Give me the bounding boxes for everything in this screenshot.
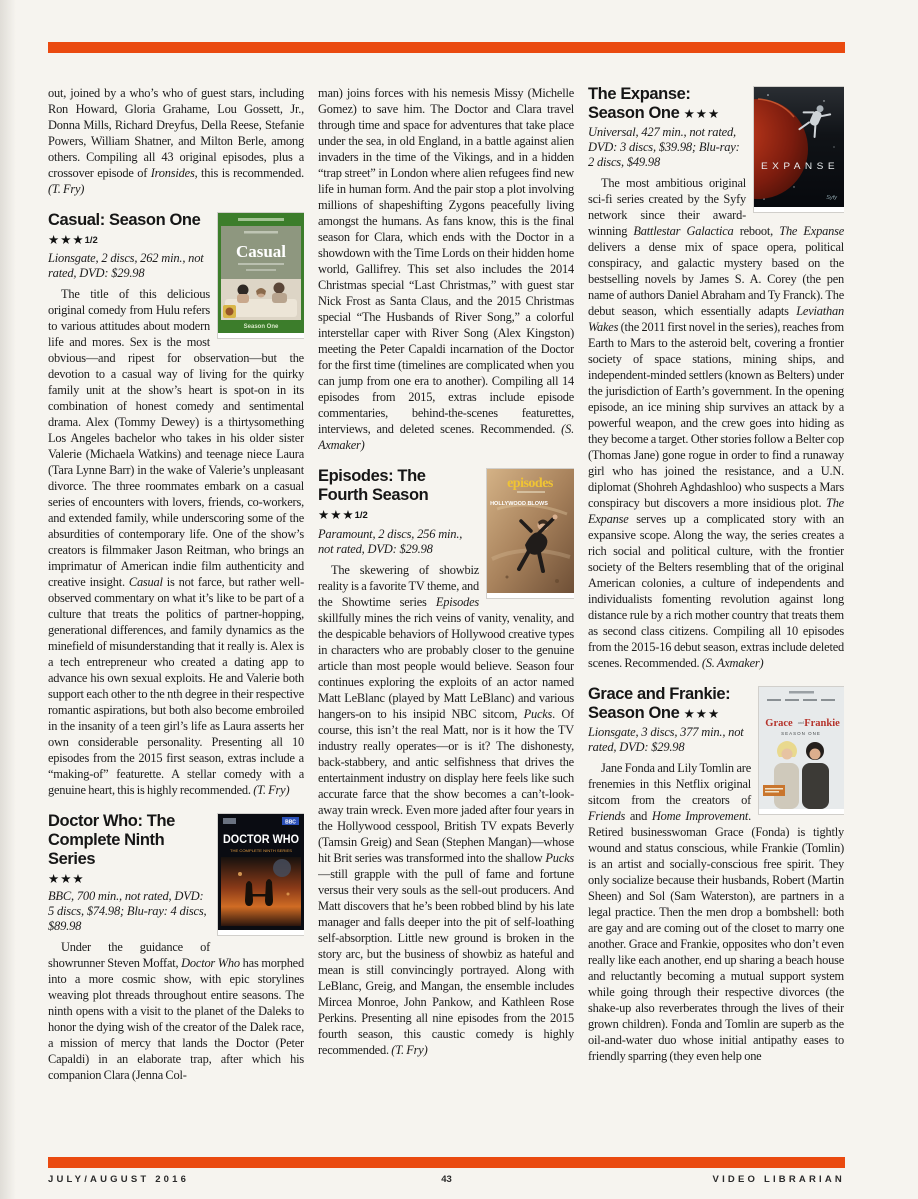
review-body-episodes: The skewering of showbiz reality is a favorite TV theme, and the Showtime series Episodes skillfully mines the rich veins of vanity, venality, and the despicable behaviors of Hollywood creative types in characters who are probably closer to the genuine article than most people would believe. Season four continues exploring the exploits of an actor named Matt LeBlanc (played by Matt LeBlanc) and various hangers-on to his insipid NBC sitcom, Pucks. Of course, this isn’t the real Matt, nor is it how the TV industry really operates—or is it? The dishonesty, back-stabbery, and antic selfishness that drives the entertainment industry on display here feels like such accurate farce that the show becomes a can’t-look-away train wreck. Even more jaded after four years in the Hollywood cesspool, British TV expats Beverly (Tamsin Greig) and Sean (Stephen Mangan)—whose hit Brit series was transformed into the shallow Pucks—still grapple with the pull of fame and fortune versus their very souls as the sell-out producers. And Matt discovers that he’s been robbed blind by his late manager and falls deeper into the pit of self-loathing self-absorption. Little new ground is broken in the story arc, but the business of showbiz as hateful and mean is still convincingly portrayed. Along with LeBlanc, Greig, and Mangan, the ensemble includes Mircea Monroe, John Pankow, and Kathleen Rose Perkins. Presenting all nine episodes from the 2015 fourth season, this caustic comedy is highly recommended. (T. Fry) <box>318 563 574 1057</box>
footer-page-number: 43 <box>441 1174 452 1185</box>
casual-cover-title: Casual <box>235 242 287 261</box>
doctor-who-cover-subtitle: THE COMPLETE NINTH SERIES <box>230 848 293 853</box>
star-rating-grace: ★★★ <box>683 706 721 721</box>
casual-dvd-cover-art <box>218 213 304 338</box>
ironside-review-continuation: out, joined by a who’s who of guest stars, including Ron Howard, Gloria Grahame, Lou Gossett, Jr., Donna Mills, Richard Dreyfus, Della Reese, Stefanie Powers, William Shatner, and Milton Berle, among others. Compiling all 43 original episodes, plus a crossover episode of Ironsides, this is recommended. (T. Fry) <box>48 86 304 196</box>
review-credits-doctor-who: BBC, 700 min., not rated, DVD: 5 discs, $74.98; Blu-ray: 4 discs, $89.98 <box>48 889 207 933</box>
column-1 <box>48 85 304 1157</box>
column-3 <box>588 85 844 1157</box>
bottom-orange-rule <box>48 1157 845 1168</box>
episodes-cover-title: episodes <box>507 476 553 491</box>
star-rating-casual: ★★★1/2 <box>48 232 98 247</box>
casual-cover-season: Season One <box>243 324 279 330</box>
grace-cover-title-left: Grace <box>765 718 793 729</box>
expanse-dvd-cover-art <box>754 87 844 212</box>
grace-cover-title-right: Frankie <box>804 718 840 729</box>
column-2 <box>318 85 574 1157</box>
review-episodes-fourth-season <box>318 467 574 1058</box>
doctor-who-cover-title: DOCTOR WHO <box>223 832 299 846</box>
grace-and-frankie-dvd-cover-art <box>759 687 844 814</box>
review-title-grace: Grace and Frankie: Season One ★★★ <box>588 685 731 722</box>
grace-cover-title-and: and <box>797 720 805 725</box>
review-credits-expanse: Universal, 427 min., not rated, DVD: 3 discs, $39.98; Blu-ray: 2 discs, $49.98 <box>588 125 740 169</box>
review-title-expanse: The Expanse: Season One ★★★ <box>588 85 721 122</box>
review-title-casual: Casual: Season One <box>48 211 201 229</box>
review-body-grace: Jane Fonda and Lily Tomlin are frenemies in this Netflix original sitcom from the creators of Friends and Home Improvement. Retired businesswoman Grace (Fonda) is tightly wound and status conscious, while Frankie (Tomlin) is an artist and socially-conscious free spirit. They only socialize because their husbands, Robert (Martin Sheen) and Sol (Sam Waterston), are partners in a legal practice. Then the men drop a bombshell: both are gay and are coming out of the closet to marry one another. Grace and Frankie, opposites who don’t even really like each another, end up sharing a beach house and reluctantly becoming a mutual support system while going through their respective divorces (the shake-up also reverberates through the lives of their grown children). Fonda and Tomlin are superb as the oil-and-water duo whose initial antipathy eases to friendly sparring (they even help one <box>588 761 844 1063</box>
doctor-who-cover-network: BBC <box>285 819 296 826</box>
footer-issue-date: JULY/AUGUST 2016 <box>48 1174 190 1185</box>
review-credits-casual: Lionsgate, 2 discs, 262 min., not rated, DVD: $29.98 <box>48 251 204 280</box>
star-rating-expanse: ★★★ <box>683 106 721 121</box>
grace-cover-season: SEASON ONE <box>781 731 821 736</box>
review-body-casual: The title of this delicious original comedy from Hulu refers to various attitudes about modern life and mores. Sex is the most obvious—and ripest for observation—but the devotion to a casual way of living for the quirky family unit at the show’s heart is spot-on in its combination of honest comedy and sentimental drama. Alex (Tommy Dewey) is a thirtysomething Los Angeles bachelor who takes in his older sister Valerie (Michaela Watkins) and teenage niece Laura (Tara Lynne Barr) in the wake of Valerie’s unpleasant divorce. The three roommates embark on a casual series of encounters with lovers, friends, co-workers, and extended family, while underscoring some of the absurdities of contemporary life. One of the show’s creators is filmmaker Jason Reitman, who brings an imprimatur of American indie film authenticity and creative insight. Casual is not farce, but rather well-observed commentary on what it’s like to be part of a culture that treats the politics of partner-hopping, generational differences, and family dynamics as the minefield of misunderstanding that it really is. Alex is a tech entrepreneur who created a dating app to advance his own sexual exploits. He and Valerie both support each other to the nth degree in their respective romantic aspirations, but both also become embroiled in the insanity of a teen girl’s life as Laura asserts her own considerable personality. Presenting all 10 episodes from the 2015 first season, extras include a “making-of” featurette. A stellar comedy with a genuine heart, this is highly recommended. (T. Fry) <box>48 287 304 797</box>
episodes-dvd-cover-art <box>487 469 574 598</box>
review-casual-season-one <box>48 211 304 798</box>
review-body-expanse: The most ambitious original sci-fi series created by the Syfy network since their award-winning Battlestar Galactica reboot, The Expanse delivers a dense mix of space opera, political conspiracy, and galactic mystery based on the bestselling novels by James S. A. Corey (the pen name of authors Daniel Abraham and Ty Franck). The debut season, which essentially adapts Leviathan Wakes (the 2011 first novel in the series), reaches from Earth to Mars to the asteroid belt, covering a frontier society of space stations, mining ships, and independent-minded settlers (known as Belters) under the jurisdiction of Earth’s government. In the opening episode, an ice mining ship survives an attack by a powerful weapon, and the crew goes into hiding as they become a target. Other stories follow a Belter cop (Thomas Jane) gone rogue in order to find a runaway girl who has joined the resistance, and a U.N. diplomat (Shohreh Aghdashloo) who suspects a Mars conspiracy but discovers a more insidious plot. The Expanse serves up a complicated story with an expansive scope. Along the way, the series creates a rich social and political culture, with the frontier society of the Belters resembling that of the original American colonies, a culture of independents and individualists fomenting revolution against long distance rule by a rich mother country that treats them as second class citizens. Compiling all 10 episodes from the 2015-16 debut season, extras include deleted scenes. Recommended. (S. Axmaker) <box>588 176 844 670</box>
page-footer <box>48 1174 845 1190</box>
review-doctor-who-ninth-series <box>48 812 304 1083</box>
expanse-cover-network: Syfy <box>826 195 837 201</box>
expanse-cover-title: EXPANSE <box>761 161 839 171</box>
review-body-doctor-who: Under the guidance of showrunner Steven Moffat, Doctor Who has morphed into a more cosmic show, with epic storylines weaving plot threads throughout entire seasons. The ninth opens with a visit to the planet of the Daleks to honor the dying wish of the creator of the Dalek race, a mission of mercy that lands the Doctor (Peter Capaldi) in an elaborate trap, after which his companion Clara (Jenna Col- <box>48 940 304 1082</box>
top-orange-rule <box>48 42 845 53</box>
scan-page-edge <box>0 0 16 1199</box>
doctor-who-dvd-cover-art <box>218 814 304 935</box>
review-title-episodes: Episodes: The Fourth Season ★★★1/2 <box>318 467 429 522</box>
star-rating-episodes: ★★★1/2 <box>318 507 368 522</box>
review-expanse-season-one <box>588 85 844 671</box>
review-credits-episodes: Paramount, 2 discs, 256 min., not rated, DVD: $29.98 <box>318 527 463 556</box>
review-grace-and-frankie <box>588 685 844 1064</box>
star-rating-doctor-who: ★★★ <box>48 871 85 886</box>
review-credits-grace: Lionsgate, 3 discs, 377 min., not rated, DVD: $29.98 <box>588 725 744 754</box>
footer-publication-name: VIDEO LIBRARIAN <box>712 1174 845 1185</box>
episodes-cover-tagline: HOLLYWOOD BLOWS <box>490 501 548 507</box>
review-title-doctor-who: Doctor Who: The Complete Ninth Series <box>48 812 175 868</box>
doctor-who-review-continuation: man) joins forces with his nemesis Missy (Michelle Gomez) to save him. The Doctor and Clara travel through time and space for adventures that take place under the sea, in old England, in a battle against alien invaders in the time of the Vikings, and in a hidden “trap street” in London where alien refugees find new life in human form. And the pair stop a plot involving millions of shapeshifting Zygons peacefully living amongst the humans. As fans know, this is the final season for Clara, which ends with the Doctor in a showdown with the Time Lords on their hidden home world, Gallifrey. This set also includes the 2014 Christmas special “Last Christmas,” with guest star Nick Frost as Santa Claus, and the 2015 Christmas special “The Husbands of River Song,” a colorful interstellar caper with River Song (Alex Kingston) meeting the Peter Capaldi incarnation of the Doctor for the first time (timelines are complicated when you can jump from one era to another). Compiling all 14 episodes from 2015, extras include episode commentaries, behind-the-scenes featurettes, interviews, and deleted scenes. Recommended. (S. Axmaker) <box>318 86 574 452</box>
